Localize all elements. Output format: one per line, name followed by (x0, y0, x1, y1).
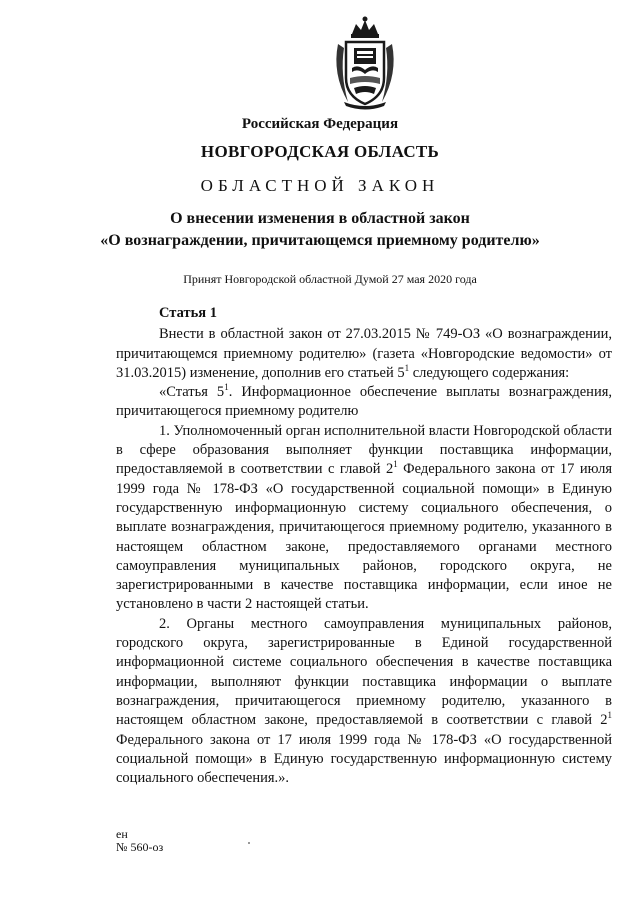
adoption-note: Принят Новгородской областной Думой 27 мая 2020 года (183, 272, 477, 286)
paragraph-part-1: 1. Уполномоченный орган исполнительной власти Новгородской области в сфере образования выполняет функции поставщика информации, предоставляемой в соответствии с главой $2^1$ Федерального закона от 17 июля 1999 года № 178-ФЗ «О государственной социальной помощи» в Единую государственную информационную систему социального обеспечения, о выплате вознаграждения, причитающегося приемному родителю, указанного в настоящем областном законе, предоставляемого органами местного самоуправления муниципальных районов, городского округа, не зарегистрированными в качестве поставщика информации, если иное не установлено в части 2 настоящей статьи. (116, 422, 612, 613)
paragraph-amendment: Внести в областной закон от 27.03.2015 № 749-ОЗ «О вознаграждении, причитающемся приемному родителю» (газета «Новгородские ведомости» от 31.03.2015) изменение, дополнив его статьей $5^1$ следующего содержания: (116, 326, 612, 381)
law-title-line1: О внесении изменения в областной закон (170, 210, 470, 227)
law-title (0, 208, 640, 252)
law-number: № 560-оз (116, 840, 164, 854)
scan-speck (248, 842, 250, 844)
document-body (116, 304, 612, 788)
paragraph-part-2: 2. Органы местного самоуправления муниципальных районов, городского округа, зарегистрированные в Единой государственной информационной системе социального обеспечения в качестве поставщика информации, выполняют функции поставщика информации о выплате вознаграждения, причитающегося приемному родителю, указанного в настоящем областном законе, предоставляемой в соответствии с главой $2^1$ Федерального закона от 17 июля 1999 года № 178-ФЗ «О государственной социальной помощи» в Единую государственную информационную систему социального обеспечения.». (116, 615, 612, 787)
region-name: НОВГОРОДСКАЯ ОБЛАСТЬ (200, 142, 440, 161)
coat-of-arms-icon (330, 14, 400, 110)
law-title-line2: «О вознаграждении, причитающемся приемному родителю» (100, 232, 540, 249)
country-name: Российская Федерация (241, 116, 399, 132)
footer-initials: ен (116, 827, 128, 841)
document-footer (116, 828, 163, 854)
law-type: ОБЛАСТНОЙ ЗАКОН (200, 176, 440, 195)
article-heading: Статья 1 (159, 305, 217, 321)
paragraph-new-article: «Статья $5^1$. Информационное обеспечение выплаты вознаграждения, причитающегося приемному родителю (116, 382, 612, 420)
